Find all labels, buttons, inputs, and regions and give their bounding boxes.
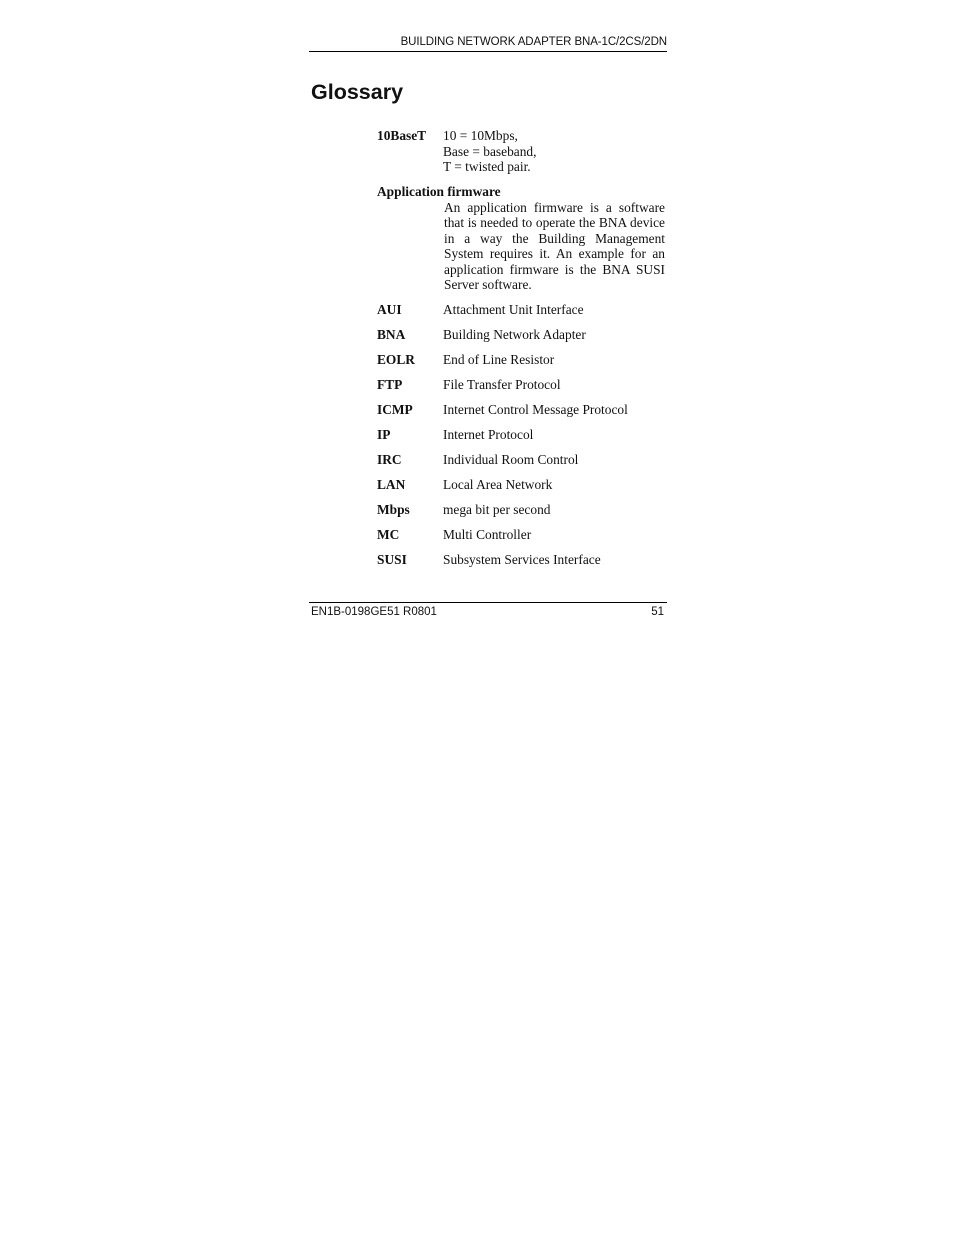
definition-line: 10 = 10Mbps, (443, 128, 518, 143)
glossary-entry (377, 452, 665, 468)
glossary-term: ICMP (377, 402, 413, 417)
glossary-entry-application-firmware (377, 184, 665, 293)
glossary-definition: mega bit per second (443, 502, 551, 517)
glossary-term: Application firmware (377, 184, 501, 199)
glossary-definition: Local Area Network (443, 477, 553, 492)
glossary-term: BNA (377, 327, 406, 342)
document-code: EN1B-0198GE51 R0801 (311, 606, 437, 618)
glossary-definition: Multi Controller (443, 527, 532, 542)
glossary-definition: Individual Room Control (443, 452, 579, 467)
definition-line: T = twisted pair. (443, 159, 531, 174)
glossary-term: FTP (377, 377, 403, 392)
glossary-list (377, 128, 665, 577)
definition-line: Base = baseband, (443, 143, 537, 159)
glossary-definition: An application firmware is a software that is needed to operate the BNA device in a way the Building Management System requires it. An example for an application firmware is the BNA SUSI Server software. (444, 199, 665, 292)
glossary-entry (377, 552, 665, 568)
page-title: Glossary (311, 80, 404, 104)
glossary-term: SUSI (377, 552, 407, 567)
glossary-term: EOLR (377, 352, 415, 367)
glossary-entry (377, 527, 665, 543)
glossary-definition: Internet Protocol (443, 427, 534, 442)
glossary-entry (377, 427, 665, 443)
page-footer (309, 602, 667, 618)
glossary-entry (377, 302, 665, 318)
glossary-entry (377, 402, 665, 418)
page-number: 51 (651, 606, 664, 618)
glossary-term: Mbps (377, 502, 410, 517)
glossary-term: IP (377, 427, 391, 442)
header-text: BUILDING NETWORK ADAPTER BNA-1C/2CS/2DN (400, 36, 667, 48)
glossary-entry (377, 377, 665, 393)
glossary-definition: Attachment Unit Interface (443, 302, 584, 317)
glossary-definition: End of Line Resistor (443, 352, 555, 367)
glossary-entry (377, 327, 665, 343)
glossary-term: LAN (377, 477, 406, 492)
glossary-term: AUI (377, 302, 402, 317)
glossary-entry-10baset (377, 128, 665, 175)
glossary-definition: File Transfer Protocol (443, 377, 561, 392)
glossary-term: 10BaseT (377, 128, 427, 143)
glossary-term: IRC (377, 452, 402, 467)
glossary-entry (377, 352, 665, 368)
glossary-entry (377, 502, 665, 518)
glossary-definition (443, 128, 665, 175)
glossary-definition: Building Network Adapter (443, 327, 586, 342)
glossary-definition: Subsystem Services Interface (443, 552, 601, 567)
glossary-definition: Internet Control Message Protocol (443, 402, 628, 417)
glossary-term: MC (377, 527, 400, 542)
page-header (309, 34, 667, 52)
glossary-entry (377, 477, 665, 493)
